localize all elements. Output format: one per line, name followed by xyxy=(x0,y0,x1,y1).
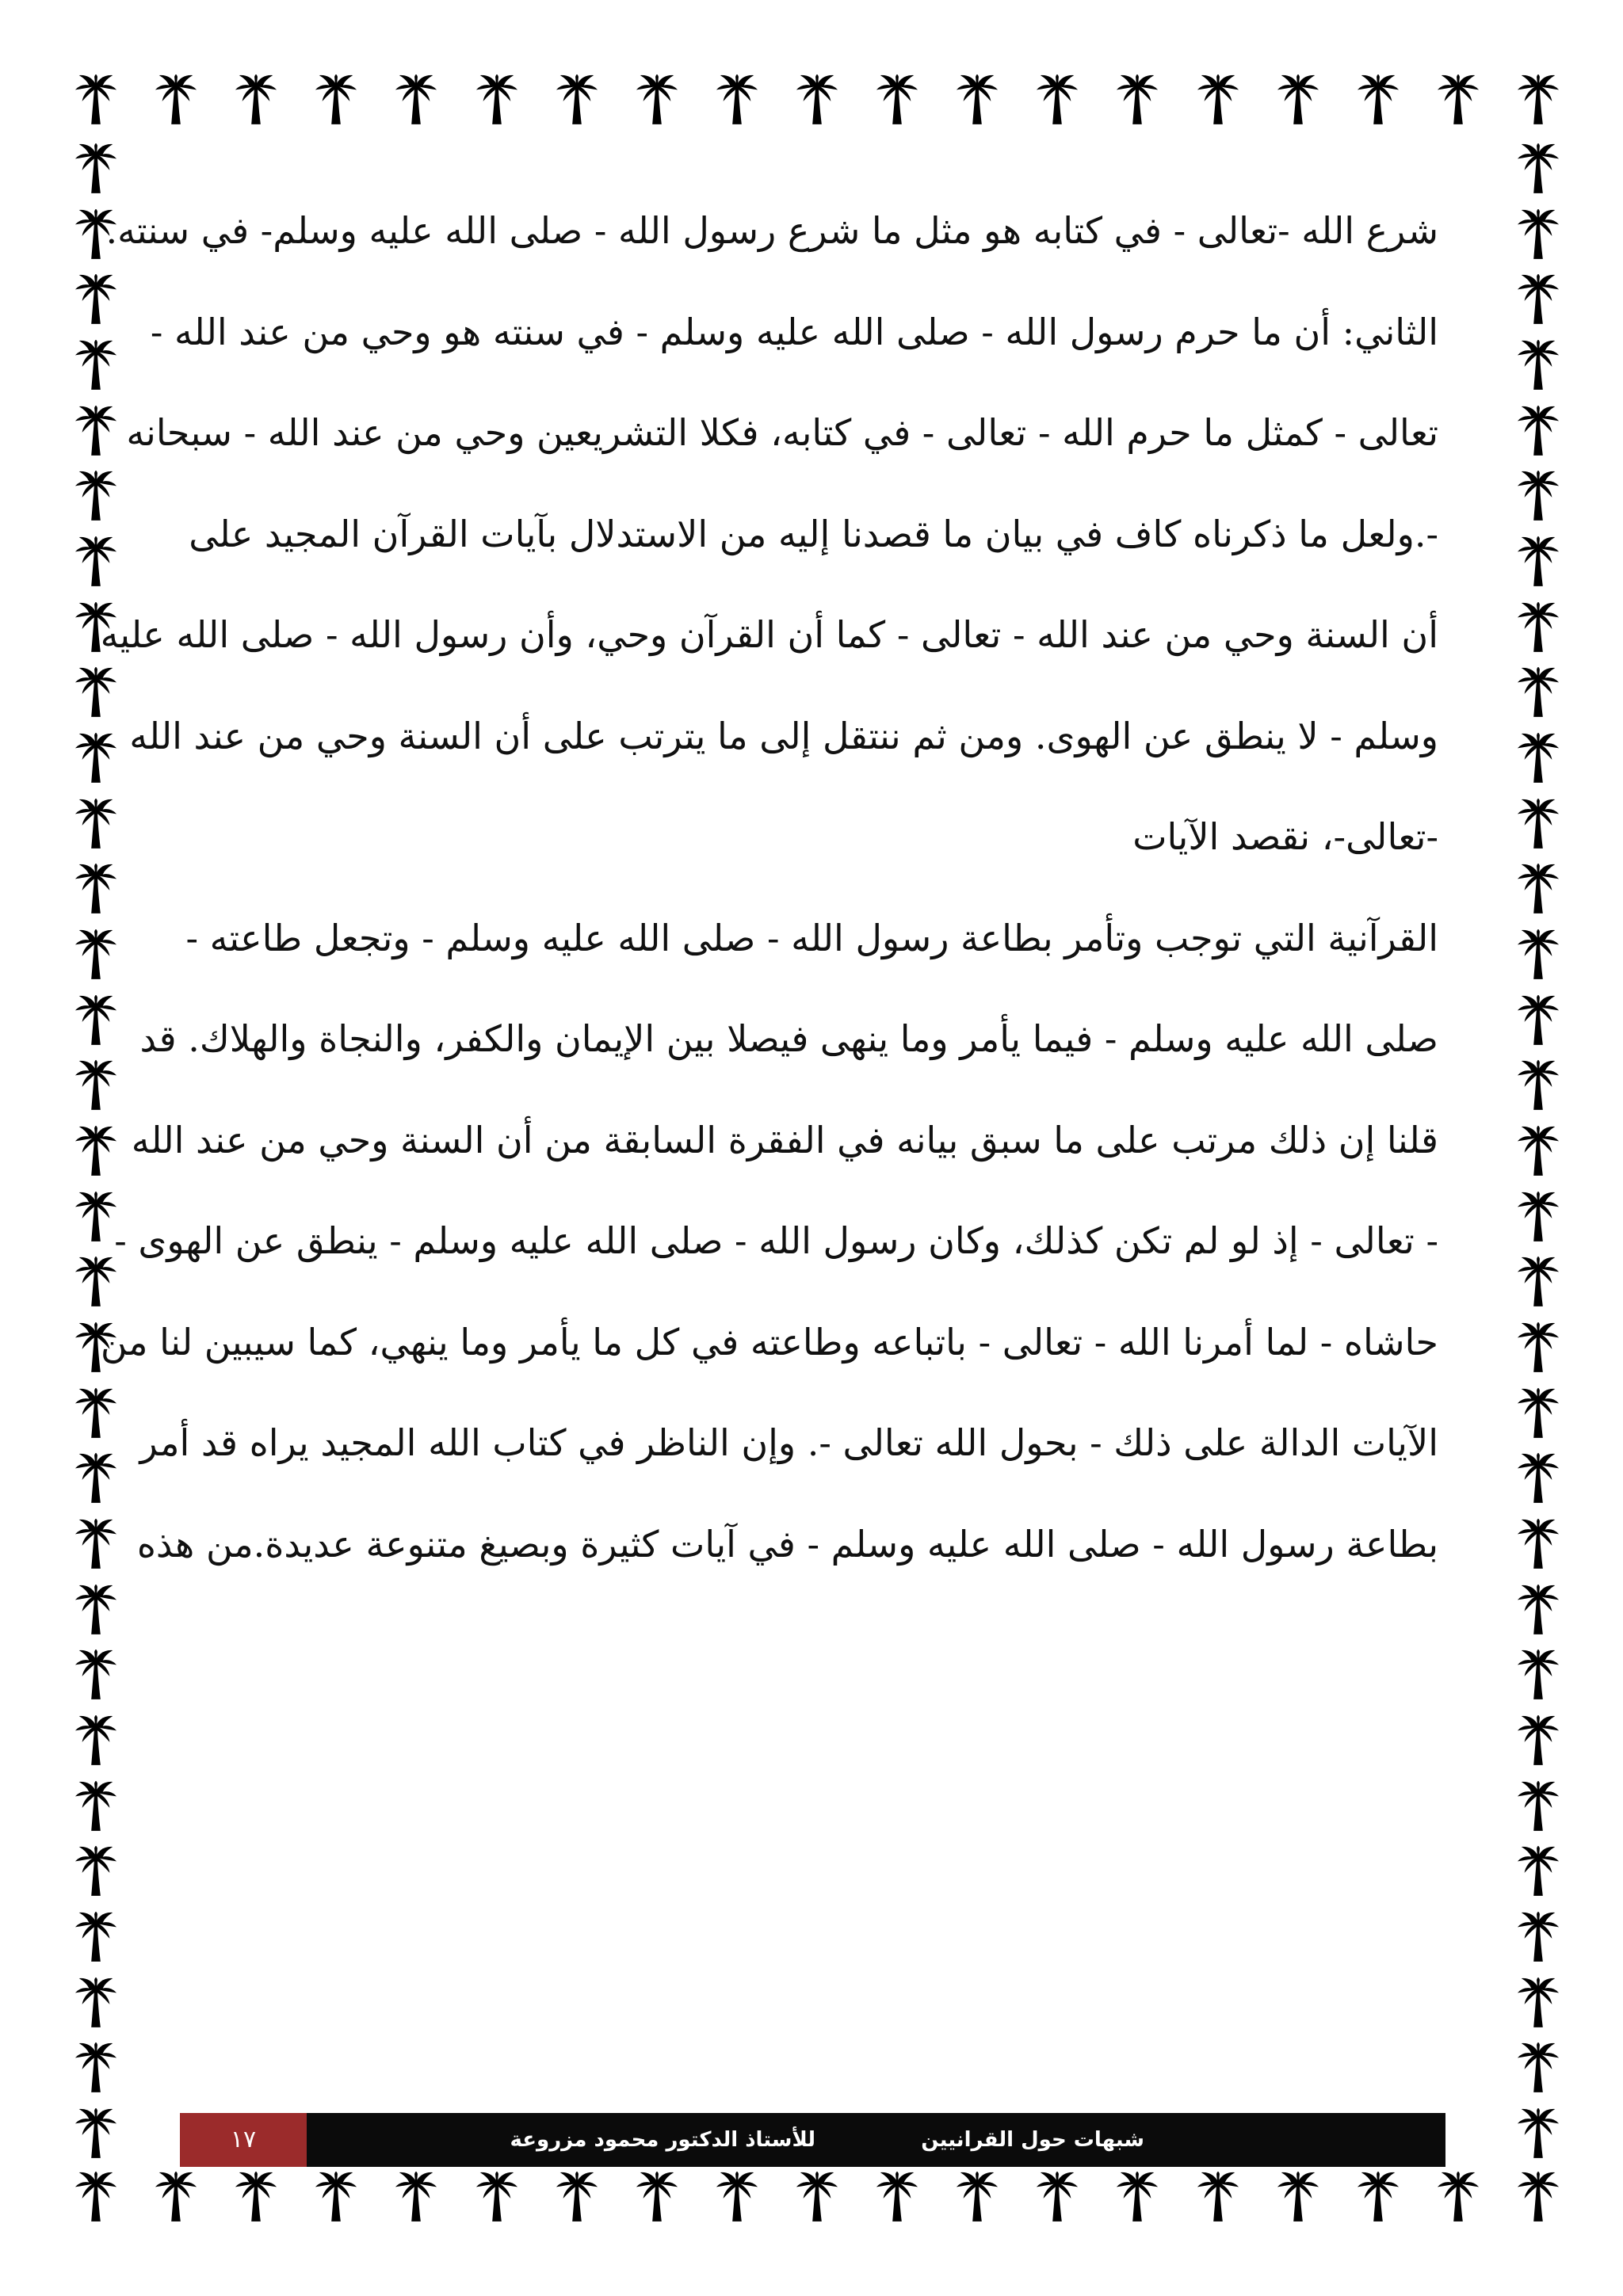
palm-tree-icon xyxy=(73,794,119,851)
palm-tree-icon xyxy=(73,1055,119,1112)
palm-tree-icon xyxy=(954,70,1000,127)
body-line: أن السنة وحي من عند الله - تعالى - كما أن القرآن وحي، وأن رسول الله - صلى الله عليه xyxy=(100,613,1438,656)
palm-tree-icon xyxy=(1355,2167,1401,2224)
palm-tree-icon xyxy=(1515,1383,1561,1440)
palm-tree-icon xyxy=(73,2103,119,2161)
palm-tree-icon xyxy=(73,1514,119,1571)
palm-tree-icon xyxy=(714,2167,760,2224)
footer-author: للأستاذ الدكتور محمود مزروعة xyxy=(510,2128,815,2152)
palm-tree-icon xyxy=(1515,70,1561,127)
footer-bar xyxy=(180,2113,1445,2167)
palm-tree-icon xyxy=(1515,1907,1561,1964)
palm-tree-icon xyxy=(313,70,359,127)
palm-tree-icon xyxy=(1034,2167,1080,2224)
body-line: الثاني: أن ما حرم رسول الله - صلى الله عليه وسلم - في سنته هو وحي من عند الله - xyxy=(150,310,1438,353)
palm-tree-icon xyxy=(233,2167,279,2224)
palm-tree-icon xyxy=(554,70,600,127)
palm-tree-icon xyxy=(73,2167,119,2224)
palm-tree-icon xyxy=(1515,1121,1561,1178)
palm-tree-icon xyxy=(634,2167,680,2224)
palm-tree-icon xyxy=(393,2167,439,2224)
palm-tree-icon xyxy=(1435,70,1481,127)
palm-tree-icon xyxy=(73,1187,119,1244)
palm-tree-icon xyxy=(1515,2038,1561,2095)
palm-tree-icon xyxy=(1515,2103,1561,2161)
palm-tree-icon xyxy=(1515,466,1561,523)
palm-tree-icon xyxy=(73,401,119,458)
palm-tree-icon xyxy=(794,70,840,127)
palm-tree-icon xyxy=(1515,269,1561,326)
palm-tree-icon xyxy=(1515,204,1561,261)
palm-tree-icon xyxy=(474,2167,520,2224)
palm-tree-icon xyxy=(1435,2167,1481,2224)
palm-tree-icon xyxy=(954,2167,1000,2224)
body-line: -.ولعل ما ذكرناه كاف في بيان ما قصدنا إليه من الاستدلال بآيات القرآن المجيد على xyxy=(189,512,1438,555)
palm-tree-icon xyxy=(73,466,119,523)
palm-tree-icon xyxy=(73,335,119,392)
palm-tree-icon xyxy=(1034,70,1080,127)
palm-tree-icon xyxy=(1515,597,1561,654)
palm-tree-icon xyxy=(73,990,119,1047)
palm-tree-icon xyxy=(73,70,119,127)
palm-tree-icon xyxy=(73,1907,119,1964)
palm-tree-icon xyxy=(313,2167,359,2224)
palm-tree-icon xyxy=(1275,70,1321,127)
palm-tree-icon xyxy=(1515,532,1561,589)
palm-tree-icon xyxy=(1515,1055,1561,1112)
palm-tree-icon xyxy=(874,2167,920,2224)
palm-tree-icon xyxy=(1275,2167,1321,2224)
palm-tree-icon xyxy=(1515,662,1561,719)
palm-tree-icon xyxy=(73,1776,119,1833)
palm-tree-icon xyxy=(73,1448,119,1505)
page-number: ١٧ xyxy=(180,2113,307,2167)
palm-tree-icon xyxy=(1515,335,1561,392)
palm-tree-icon xyxy=(153,2167,199,2224)
palm-tree-icon xyxy=(233,70,279,127)
palm-tree-icon xyxy=(1114,2167,1160,2224)
palm-tree-icon xyxy=(1515,990,1561,1047)
palm-tree-icon xyxy=(1515,859,1561,916)
palm-tree-icon xyxy=(1515,925,1561,982)
body-line: القرآنية التي توجب وتأمر بطاعة رسول الله - صلى الله عليه وسلم - وتجعل طاعته - xyxy=(185,916,1438,959)
palm-tree-icon xyxy=(714,70,760,127)
palm-tree-icon xyxy=(1515,794,1561,851)
palm-tree-icon xyxy=(73,1645,119,1702)
palm-tree-icon xyxy=(1195,2167,1241,2224)
palm-tree-icon xyxy=(1515,401,1561,458)
body-text xyxy=(100,181,1438,1595)
palm-tree-icon xyxy=(153,70,199,127)
body-line: الآيات الدالة على ذلك - بحول الله تعالى -. وإن الناظر في كتاب الله المجيد يراه قد أمر xyxy=(139,1421,1438,1464)
palm-tree-icon xyxy=(73,1121,119,1178)
palm-tree-icon xyxy=(1515,1841,1561,1898)
palm-tree-icon xyxy=(73,1973,119,2030)
palm-tree-icon xyxy=(1515,1776,1561,1833)
body-line: -تعالى-، نقصد الآيات xyxy=(1132,815,1438,858)
palm-tree-icon xyxy=(73,1841,119,1898)
palm-tree-icon xyxy=(73,1580,119,1637)
palm-tree-icon xyxy=(794,2167,840,2224)
palm-tree-icon xyxy=(73,1711,119,1768)
palm-tree-icon xyxy=(1355,70,1401,127)
palm-tree-icon xyxy=(393,70,439,127)
body-line: وسلم - لا ينطق عن الهوى. ومن ثم ننتقل إلى ما يترتب على أن السنة وحي من عند الله xyxy=(129,714,1438,757)
body-line: صلى الله عليه وسلم - فيما يأمر وما ينهى فيصلا بين الإيمان والكفر، والنجاة والهلاك. قد xyxy=(139,1017,1438,1060)
palm-tree-icon xyxy=(1515,139,1561,196)
palm-tree-icon xyxy=(1515,1187,1561,1244)
body-line: تعالى - كمثل ما حرم الله - تعالى - في كتابه، فكلا التشريعين وحي من عند الله - سبحانه xyxy=(126,411,1438,454)
palm-tree-icon xyxy=(73,2038,119,2095)
palm-tree-icon xyxy=(1515,1973,1561,2030)
palm-tree-icon xyxy=(1515,1580,1561,1637)
footer-title: شبهات حول القرانيين xyxy=(921,2128,1144,2152)
palm-tree-icon xyxy=(73,925,119,982)
palm-tree-icon xyxy=(1114,70,1160,127)
palm-tree-icon xyxy=(73,728,119,785)
palm-tree-icon xyxy=(554,2167,600,2224)
body-line: - تعالى - إذ لو لم تكن كذلك، وكان رسول الله - صلى الله عليه وسلم - ينطق عن الهوى - xyxy=(114,1219,1438,1262)
palm-tree-icon xyxy=(73,532,119,589)
palm-tree-icon xyxy=(1515,2167,1561,2224)
palm-tree-icon xyxy=(1515,1318,1561,1375)
palm-tree-icon xyxy=(1515,1252,1561,1309)
palm-tree-icon xyxy=(1515,1645,1561,1702)
palm-tree-icon xyxy=(1515,1448,1561,1505)
palm-tree-icon xyxy=(474,70,520,127)
palm-tree-icon xyxy=(1515,1711,1561,1768)
body-line: بطاعة رسول الله - صلى الله عليه وسلم - في آيات كثيرة وبصيغ متنوعة عديدة.من هذه xyxy=(136,1522,1438,1566)
palm-tree-icon xyxy=(1195,70,1241,127)
body-line: حاشاه - لما أمرنا الله - تعالى - باتباعه وطاعته في كل ما يأمر وما ينهي، كما سيبين لنا من xyxy=(100,1320,1438,1363)
palm-tree-icon xyxy=(1515,1514,1561,1571)
palm-tree-icon xyxy=(634,70,680,127)
palm-tree-icon xyxy=(73,859,119,916)
body-line: شرع الله -تعالى - في كتابه هو مثل ما شرع رسول الله - صلى الله عليه وسلم- في سنته. xyxy=(105,209,1438,252)
palm-tree-icon xyxy=(1515,728,1561,785)
palm-tree-icon xyxy=(874,70,920,127)
body-line: قلنا إن ذلك مرتب على ما سبق بيانه في الفقرة السابقة من أن السنة وحي من عند الله xyxy=(131,1118,1438,1161)
